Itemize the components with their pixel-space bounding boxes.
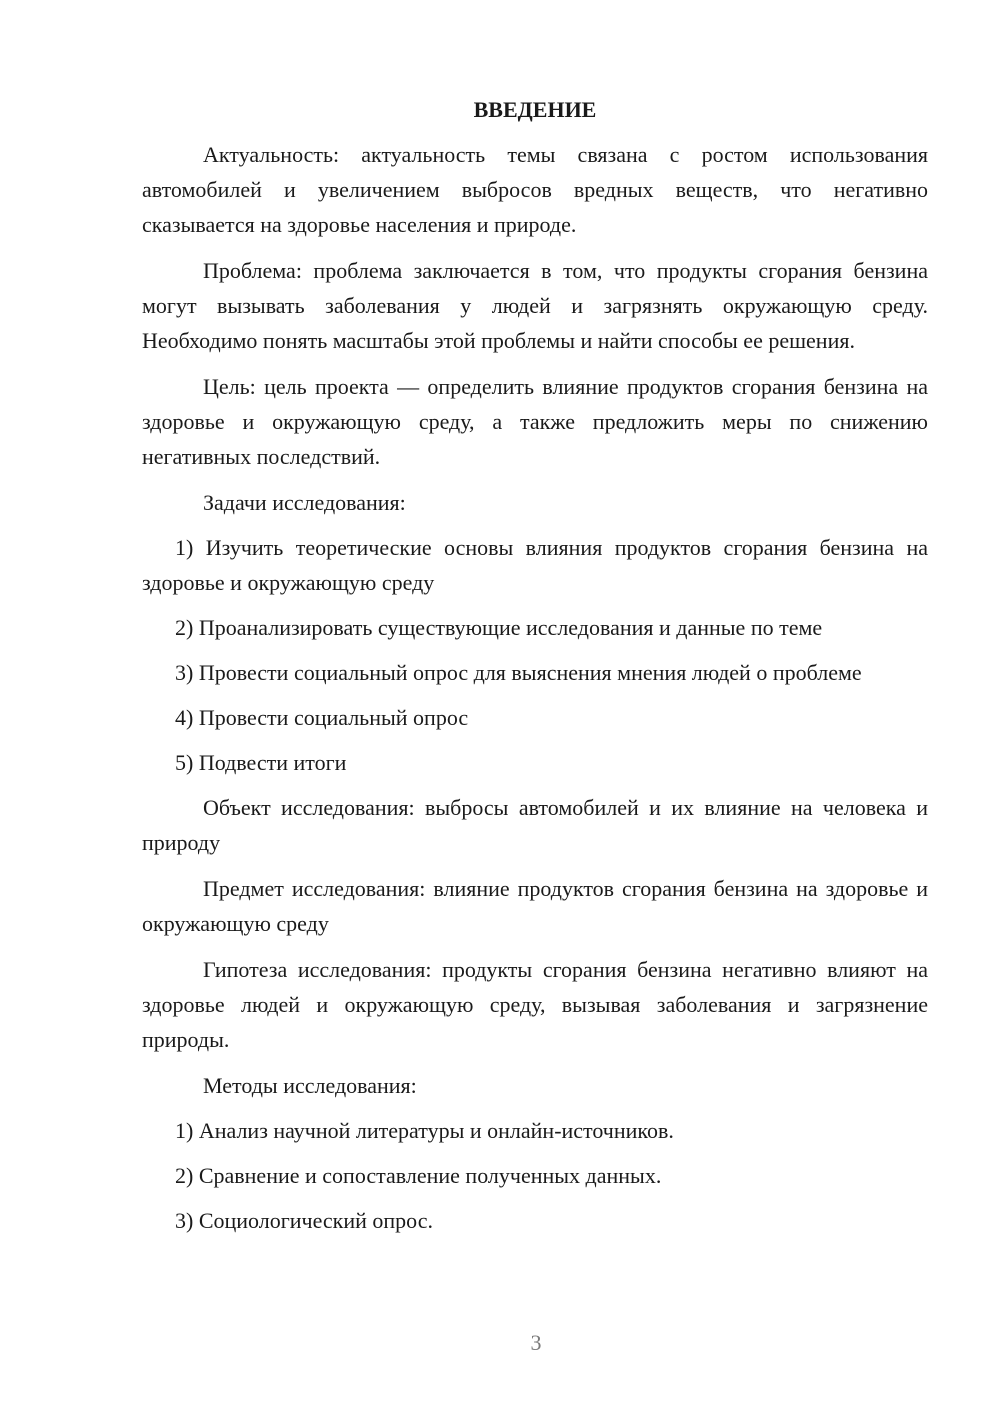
goal-paragraph: Цель: цель проекта — определить влияние продуктов сгорания бензина на здоровье и окружающую среду, а также предложить меры по снижению негативных последствий. (142, 374, 928, 469)
task-item: 1) Изучить теоретические основы влияния продуктов сгорания бензина на здоровье и окружающую среду (142, 535, 928, 595)
document-page (142, 95, 928, 1248)
object-paragraph: Объект исследования: выбросы автомобилей и их влияние на человека и природу (142, 795, 928, 855)
method-item: 2) Сравнение и сопоставление полученных данных. (175, 1163, 662, 1188)
task-item: 3) Провести социальный опрос для выяснения мнения людей о проблеме (175, 660, 862, 685)
task-item: 2) Проанализировать существующие исследования и данные по теме (175, 615, 823, 640)
task-item: 5) Подвести итоги (175, 750, 347, 775)
method-item: 1) Анализ научной литературы и онлайн-источников. (175, 1118, 674, 1143)
page-number: 3 (530, 1330, 542, 1355)
method-item: 3) Социологический опрос. (175, 1208, 433, 1233)
problem-paragraph: Проблема: проблема заключается в том, что продукты сгорания бензина могут вызывать заболевания у людей и загрязнять окружающую среду. Необходимо понять масштабы этой проблемы и найти способы ее решения. (142, 258, 928, 353)
subject-paragraph: Предмет исследования: влияние продуктов сгорания бензина на здоровье и окружающую среду (142, 876, 928, 936)
relevance-paragraph: Актуальность: актуальность темы связана с ростом использования автомобилей и увеличением выбросов вредных веществ, что негативно сказывается на здоровье населения и природе. (142, 142, 928, 237)
hypothesis-paragraph: Гипотеза исследования: продукты сгорания бензина негативно влияют на здоровье людей и окружающую среду, вызывая заболевания и загрязнение природы. (142, 957, 928, 1052)
tasks-heading: Задачи исследования: (203, 490, 406, 515)
page-title: ВВЕДЕНИЕ (473, 97, 597, 122)
task-item: 4) Провести социальный опрос (175, 705, 469, 730)
methods-heading: Методы исследования: (203, 1073, 417, 1098)
